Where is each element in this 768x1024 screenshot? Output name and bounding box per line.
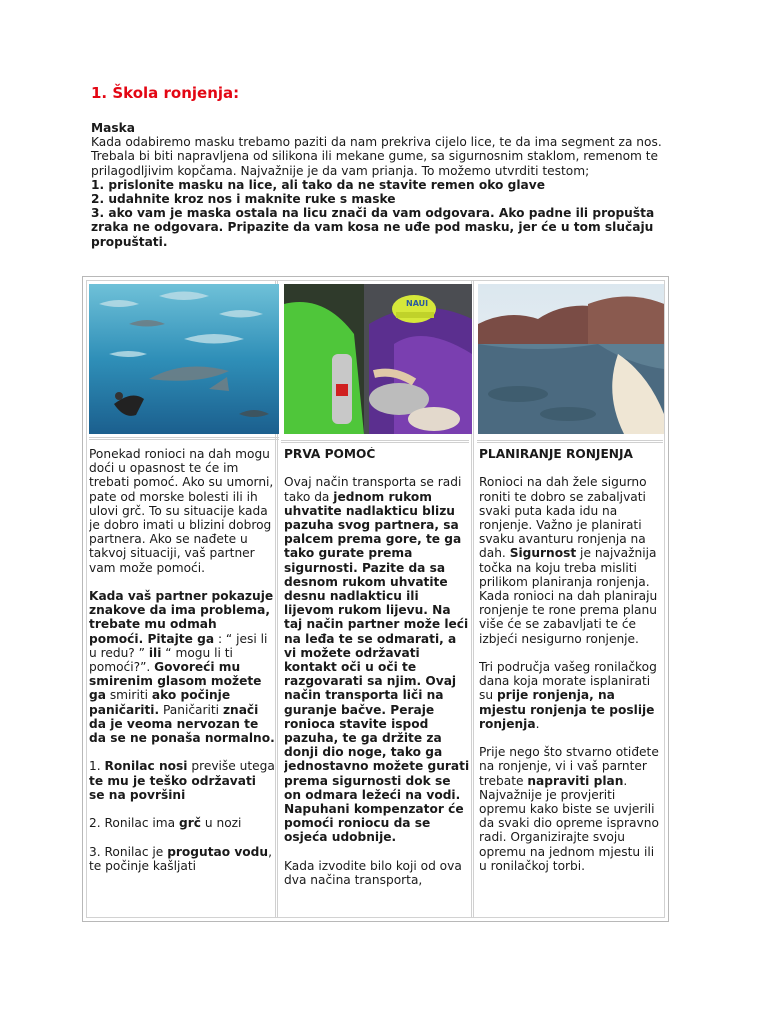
- col3-paragraph-2: [479, 660, 663, 731]
- text-run: Kada vaš partner pokazuje znakove da ima problema, trebate mu odmah pomoći. Pitajte ga: [89, 589, 274, 646]
- column-rescue-situations: [89, 447, 275, 919]
- col2-title: PRVA POMOĆ: [284, 447, 376, 461]
- text-run: Prije nego što stvarno otiđete na ronjenje, vi i vaš parnter trebate: [479, 745, 659, 788]
- col1-paragraph-5: [89, 845, 275, 873]
- text-run: 3. Ronilac je: [89, 844, 168, 859]
- text-run: Govoreći mu smirenim glasom možete ga: [89, 660, 262, 703]
- col1-paragraph-3: [89, 759, 275, 802]
- col1-paragraph-2: [89, 589, 275, 745]
- intro-section: [91, 121, 681, 249]
- text-run: Tri područja vašeg ronilačkog dana koja morate isplanirati su: [479, 660, 657, 703]
- text-run: progutao vodu: [167, 844, 269, 859]
- row-divider: [477, 440, 663, 443]
- text-run: jednom rukom uhvatite nadlakticu blizu pazuha svog partnera, sa palcem prema gore, te ga tako gurate prema sigurnosti. Pazite da sa desnom rukom uhvatite desnu nadlakticu ili lijevom rukom lijevu. Na taj način partner može leći na leđa te se odmarati, a vi možete održavati kontakt oči u oči te razgovarati sa njim. Ovaj način transporta liči na guranje bačve.: [284, 489, 469, 717]
- text-run: je najvažnija točka na koju treba misliti prilikom planiranja ronjenja. Kada ronioci na dah planiraju ronjenje te rone prema planu više će se zabavljati te će izbjeći nesigurno ronjenje.: [479, 546, 658, 646]
- col3-paragraph-3: [479, 745, 663, 873]
- text-run: Ronilac nosi: [104, 759, 188, 774]
- col3-paragraph-1: [479, 475, 663, 645]
- col3-title: PLANIRANJE RONJENJA: [479, 447, 633, 461]
- col2-paragraph-1: [284, 475, 470, 844]
- text-run: ili: [148, 645, 162, 660]
- content-table: [82, 276, 669, 922]
- text-run: previše utega: [187, 759, 275, 774]
- text-run: te mu je teško održavati se na površini: [89, 773, 256, 802]
- text-run: 2. Ronilac ima: [89, 816, 180, 831]
- column-dive-planning: [479, 447, 663, 919]
- text-run: : “ jesi li u redu? ”: [89, 631, 268, 660]
- column-first-aid: [284, 447, 470, 919]
- text-run: ako počinje paničariti.: [89, 688, 231, 717]
- text-run: u nozi: [201, 816, 242, 831]
- text-run: prije ronjenja, na mjestu ronjenja te poslije ronjenja: [479, 688, 655, 731]
- col1-paragraph-4: [89, 816, 275, 830]
- step-3: 3. ako vam je maska ostala na licu znači da vam odgovara. Ako padne ili propušta zraka ne odgovara. Pripazite da vam kosa ne uđe pod masku, jer će u tom slučaju propuštati.: [91, 206, 655, 249]
- text-run: napraviti plan: [527, 773, 624, 788]
- text-run: .: [535, 716, 540, 731]
- text-run: 1.: [89, 759, 105, 774]
- col1-paragraph-1: Ponekad ronioci na dah mogu doći u opasnost te će im trebati pomoć. Ako su umorni, pate od morske bolesti ili ih ulovi grč. To su situacije kada je dobro imati u blizini dobrog partnera. Ako se nađete u takvoj situaciji, vaš partner vam može pomoći.: [89, 447, 274, 575]
- text-run: “ mogu li ti pomoći?”.: [89, 645, 233, 675]
- row-divider: [281, 440, 469, 443]
- page-heading: 1. Škola ronjenja:: [91, 84, 240, 102]
- text-run: Ronioci na dah žele sigurno roniti te dobro se zabaljvati svaki puta kada idu na ronjenje. Važno je planirati svaku avanturu ronjenja na dah.: [479, 475, 647, 561]
- text-run: Sigurnost: [509, 546, 577, 561]
- text-run: . Najvažnije je provjeriti opremu kako biste se uvjerili da svaki dio opreme ispravno radi. Organizirajte svoju opremu na jednom mjestu ili u ronilačkoj torbi.: [479, 773, 659, 873]
- coastal-bay-photo: [478, 284, 664, 434]
- text-run: Paničariti: [159, 702, 223, 717]
- text-run: smiriti: [105, 688, 152, 703]
- cap-logo-text: NAUI: [406, 299, 429, 308]
- text-run: Peraje ronioca stavite ispod pazuha, te ga držite za donji dio noge, tako ga jednostavno možete gurati prema sigurnosti dok se on odmara ležeći na vodi. Napuhani kompenzator će pomoći roniocu da se osjeća udobnije.: [284, 702, 470, 845]
- col2-paragraph-2: Kada izvodite bilo koji od ova dva načina transporta,: [284, 858, 462, 888]
- text-run: grč: [179, 816, 201, 831]
- text-run: Ovaj način transporta se radi tako da: [284, 475, 462, 504]
- intro-paragraph: Kada odabiremo masku trebamo paziti da nam prekriva cijelo lice, te da ima segment za nos. Trebala bi biti napravljena od silikona ili mekane gume, sa sigurnosnim staklom, remenom te prilagodljivim kopčama. Najvažnije je da vam prianja. To možemo utvrditi testom;: [91, 135, 662, 178]
- step-2: 2. udahnite kroz nos i maknite ruke s maske: [91, 192, 396, 207]
- text-run: , te počinje kašljati: [89, 844, 272, 873]
- underwater-shark-diver-photo: [89, 284, 279, 434]
- section-subheading: Maska: [91, 121, 135, 135]
- text-run: znači da je veoma nervozan te da se ne ponaša normalno.: [89, 702, 275, 746]
- first-aid-divers-photo: [284, 284, 472, 434]
- row-divider: [89, 437, 279, 440]
- step-1: 1. prislonite masku na lice, ali tako da ne stavite remen oko glave: [91, 177, 545, 192]
